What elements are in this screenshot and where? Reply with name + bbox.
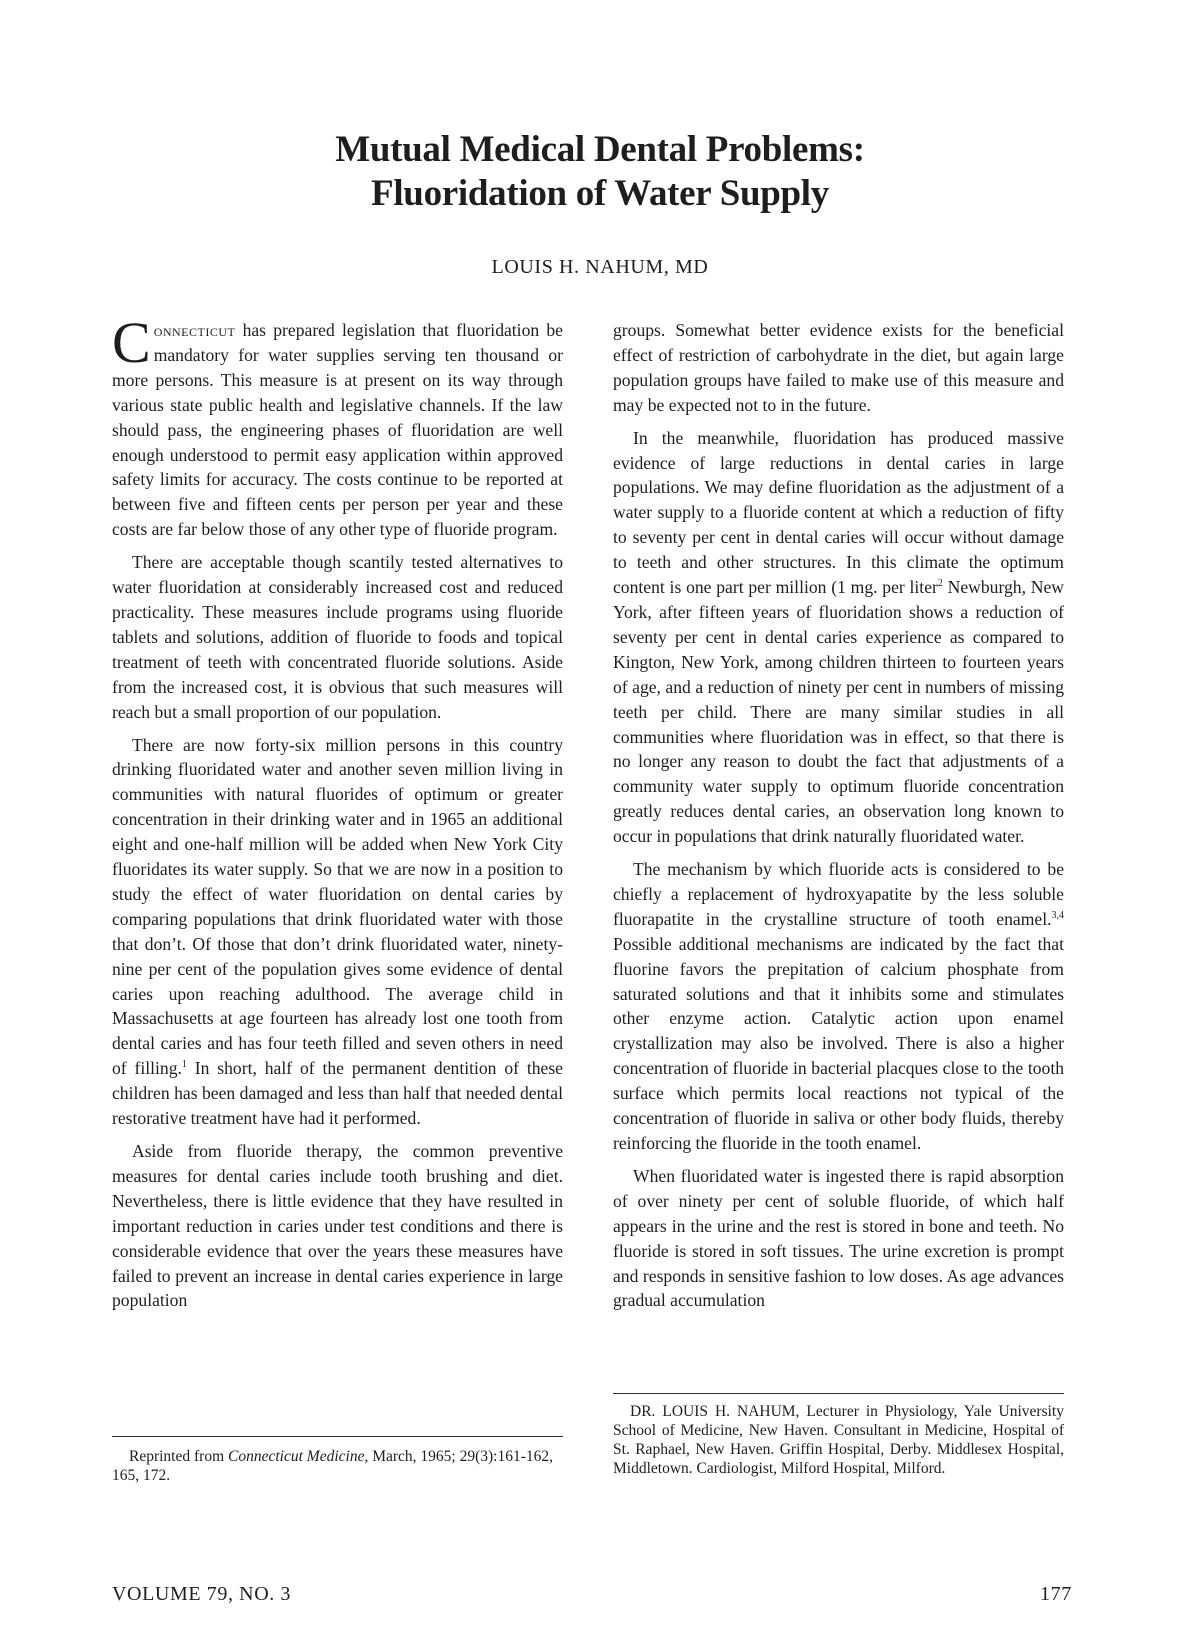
first-word: onnecticut: [153, 320, 236, 340]
footnote-divider-left: [112, 1436, 563, 1437]
drop-cap: C: [112, 310, 151, 375]
footnote-reprint: [112, 1447, 563, 1485]
paragraph-3-text: There are now forty-six million persons in this country drinking fluoridated water and another seven million living in communities with natural fluorides of optimum or greater concentration in their drinking water and in 1965 an additional eight and one-half million will be added when New York City fluoridates its water supply. So that we are now in a position to study the effect of water fluoridation on dental caries by comparing populations that drink fluoridated water with those that don’t. Of those that don’t drink fluoridated water, ninety-nine per cent of the population gives some evidence of dental caries upon reaching adulthood. The average child in Massachusetts at age fourteen has already lost one tooth from dental caries and has four teeth filled and seven others in need of filling.: [112, 734, 563, 1079]
paragraph-1-text: has prepared legislation that fluoridation be mandatory for water supplies serving ten thousand or more persons. This measure is at present on its way through various state public health and legislative channels. If the law should pass, the engineering phases of fluoridation are well enough understood to permit easy application within approved safety limits for accuracy. The costs continue to be reported at between five and fifteen cents per person per year and these costs are far below those of any other type of fluoride program.: [112, 320, 563, 540]
paragraph-6-end: Newburgh, New York, after fifteen years of fluoridation shows a reduction of seventy per cent in dental caries experience as compared to Kington, New York, among children thirteen to fourteen years of age, and a reduction of ninety per cent in numbers of missing teeth per child. There are many similar studies in all communities where fluoridation was in effect, so that there is no longer any reason to doubt the fact that adjustments of a community water supply to optimum fluoride concentration greatly reduces dental caries, an observation long known to occur in populations that drink naturally fluoridated water.: [613, 577, 1064, 847]
footnote-prefix: Reprinted from: [129, 1448, 229, 1465]
citation-2: 2: [937, 578, 943, 590]
paragraph-8: When fluoridated water is ingested there is rapid absorption of over ninety per cent of soluble fluoride, of which half appears in the urine and the rest is stored in bone and teeth. No fluoride is stored in soft tissues. The urine excretion is prompt and responds in sensitive fashion to low doses. As age advances gradual accumulation: [613, 1165, 1064, 1311]
paragraph-5: groups. Somewhat better evidence exists for the beneficial effect of restriction of carbohydrate in the diet, but again large population groups have failed to make use of this measure and may be expected not to in the future.: [613, 320, 1064, 415]
volume-label: VOLUME 79, NO. 3: [112, 1583, 292, 1605]
citation-1: 1: [181, 1059, 187, 1071]
title-line-2: Fluoridation of Water Supply: [371, 173, 829, 214]
paragraph-2: There are acceptable though scantily tested alternatives to water fluoridation at considerably increased cost and reduced practicality. These measures include programs using fluoride tablets and solutions, addition of fluoride to foods and topical treatment of teeth with concentrated fluoride solutions. Aside from the increased cost, it is obvious that such measures will reach but a small proportion of our population.: [112, 552, 563, 722]
title-line-1: Mutual Medical Dental Problems:: [335, 129, 865, 170]
paragraph-3: [112, 733, 563, 1132]
left-column: [112, 310, 563, 1321]
paragraph-6-text: In the meanwhile, fluoridation has produced massive evidence of large reductions in dental caries in large populations. We may define fluoridation as the adjustment of a water supply to a fluoride content at which a reduction of fifty to seventy per cent in dental caries will occur without damage to teeth and other structures. In this climate the optimum content is one part per million (1 mg. per liter: [613, 427, 1064, 598]
author-byline: LOUIS H. NAHUM, MD: [491, 256, 709, 278]
article-title: [0, 128, 1200, 216]
page-number: 177: [1040, 1583, 1072, 1605]
paragraph-6: [613, 426, 1064, 849]
footnote-journal: Connecticut Medicine: [228, 1448, 365, 1465]
paragraph-7-text: The mechanism by which fluoride acts is considered to be chiefly a replacement of hydroxyapatite by the less soluble fluorapatite in the crystalline structure of tooth enamel.: [613, 859, 1064, 929]
paragraph-4: Aside from fluoride therapy, the common preventive measures for dental caries include tooth brushing and diet. Nevertheless, there is little evidence that they have resulted in important reduction in caries under test conditions and there is considerable evidence that over the years these measures have failed to prevent an increase in dental caries experience in large population: [112, 1141, 563, 1311]
right-column: [613, 318, 1064, 1321]
footnote-divider-right: [613, 1393, 1064, 1394]
citation-3-4: 3,4: [1051, 909, 1064, 921]
footnote-suffix: , March, 1965; 29(3):161-162, 165, 172.: [112, 1448, 554, 1484]
paragraph-7: [613, 857, 1064, 1156]
footnote-author-affiliation: DR. LOUIS H. NAHUM, Lecturer in Physiology, Yale University School of Medicine, New Haven. Consultant in Medicine, Hospital of St. Raphael, New Haven. Griffin Hospital, Derby. Middlesex Hospital, Middletown. Cardiologist, Milford Hospital, Milford.: [613, 1403, 1064, 1477]
paragraph-1: [112, 310, 563, 542]
paragraph-3-end: In short, half of the permanent dentition of these children has been damaged and less than half that needed dental restorative treatment have had it performed.: [112, 1058, 563, 1129]
paragraph-7-end: Possible additional mechanisms are indicated by the fact that fluorine favors the prepitation of calcium phosphate from saturated solutions and that it inhibits some and stimulates other enzyme action. Catalytic action upon enamel crystallization may also be involved. There is also a higher concentration of fluoride in bacterial placques close to the tooth surface which permits local reactions not typical of the concentration of fluoride in saliva or other body fluids, thereby reinforcing the fluoride in the tooth enamel.: [613, 933, 1064, 1153]
